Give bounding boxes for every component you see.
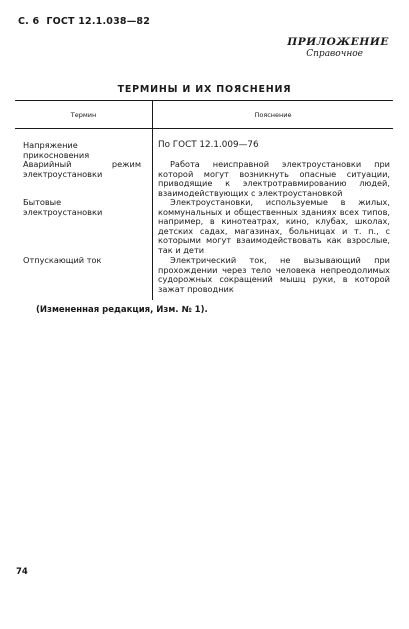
page-label: С. 6 — [18, 16, 40, 27]
table-row-explanation: Электрический ток, не вызывающий при прохождении через тело человека непреодолимых судорожных сокращений мышц руки, в которой зажат проводник — [158, 255, 390, 294]
amendment-note: (Измененная редакция, Изм. № 1). — [36, 305, 208, 315]
table-row-term: Отпускающий ток — [23, 255, 102, 265]
table-top-rule — [15, 100, 393, 101]
running-header — [18, 16, 150, 27]
appendix-title: ПРИЛОЖЕНИЕ — [287, 36, 389, 48]
table-row-term: Напряжение прикосновения — [23, 140, 90, 160]
table-row-explanation: Работа неисправной электроустановки при которой могут возникнуть опасные ситуации, приводящие к электротравмированию людей, взаимодействующих с электроустановкой — [158, 159, 390, 198]
table-column-divider — [152, 100, 153, 300]
table-header-rule — [15, 128, 393, 129]
table-row-term: Бытовые электроустановки — [23, 197, 103, 217]
table-row-explanation: Электроустановки, используемые в жилых, коммунальных и общественных зданиях всех типов, например, в кинотеатрах, кино, клубах, школах, детских садах, магазинах, больницах и т. п., с которыми могут взаимодействовать как взрослые, так и дети — [158, 197, 390, 255]
column-header-explanation: Пояснение — [254, 111, 292, 119]
appendix-subtitle: Справочное — [306, 49, 363, 59]
standard-number: ГОСТ 12.1.038—82 — [46, 16, 151, 27]
table-row-explanation: По ГОСТ 12.1.009—76 — [158, 140, 259, 150]
column-header-term: Термин — [70, 111, 97, 119]
document-title: ТЕРМИНЫ И ИХ ПОЯСНЕНИЯ — [117, 84, 292, 95]
page-number: 74 — [16, 567, 28, 577]
table-row-term: Аварийный режим электроустановки — [23, 159, 141, 179]
